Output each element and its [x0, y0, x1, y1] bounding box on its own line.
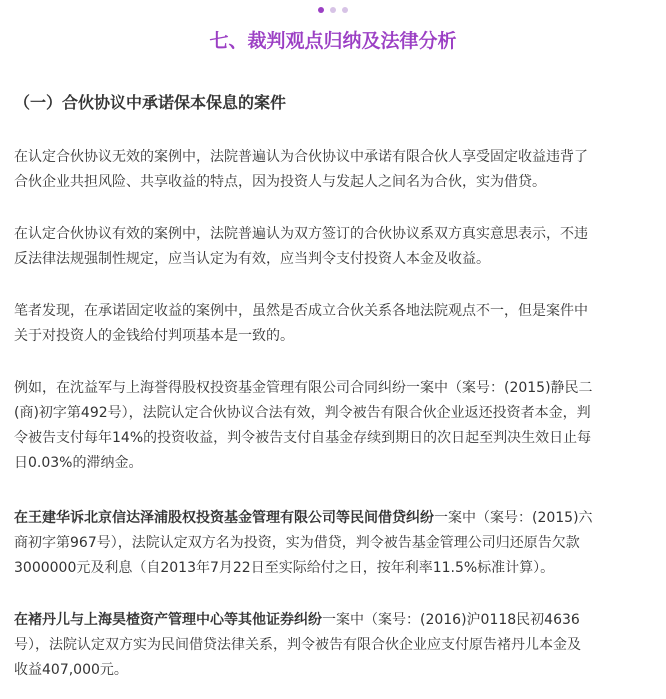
- case-name: 在王建华诉北京信达泽浦股权投资基金管理有限公司等民间借贷纠纷: [14, 510, 434, 526]
- paragraph-line: 反法律法规强制性规定，应当认定为有效，应当判令支付投资人本金及收益。: [14, 251, 490, 267]
- paragraph-invalid-agreement: [14, 145, 654, 195]
- paragraph-line: 令被告支付每年14%的投资收益，判令被告支付自基金存续到期日的次日起至判决生效日止每: [14, 430, 592, 446]
- paragraph-line: 商初字第967号），法院认定双方名为投资，实为借贷，判令被告基金管理公司归还原告欠款: [14, 535, 580, 551]
- paragraph-line: 日0.03%的滞纳金。: [14, 455, 143, 471]
- carousel-dot[interactable]: [330, 7, 336, 13]
- paragraph-line: 号），法院认定双方实为民间借贷法律关系，判令被告有限合伙企业应支付原告褚丹儿本金及: [14, 637, 581, 653]
- carousel-dot-active[interactable]: [318, 7, 324, 13]
- paragraph-line: 合伙企业共担风险、共享收益的特点，因为投资人与发起人之间名为合伙，实为借贷。: [14, 174, 546, 190]
- paragraph-example-case: [14, 376, 654, 476]
- paragraph-wang-case: [14, 506, 654, 581]
- paragraph-line: 在认定合伙协议无效的案例中，法院普遍认为合伙协议中承诺有限合伙人享受固定收益违背了: [14, 149, 588, 165]
- paragraph-line: 例如，在沈益军与上海誉得股权投资基金管理有限公司合同纠纷一案中（案号：(2015)静民二: [14, 380, 593, 396]
- paragraph-line: (商)初字第492号），法院认定合伙协议合法有效，判令被告有限合伙企业返还投资者本金，判: [14, 405, 591, 421]
- paragraph-line: 一案中（案号：(2016)沪0118民初4636: [322, 612, 580, 628]
- subsection-heading: （一）合伙协议中承诺保本保息的案件: [14, 93, 287, 112]
- paragraph-author-finding: [14, 299, 654, 349]
- paragraph-line: 在认定合伙协议有效的案例中，法院普遍认为双方签订的合伙协议系双方真实意思表示，不违: [14, 226, 588, 242]
- carousel-dot[interactable]: [342, 7, 348, 13]
- paragraph-line: 笔者发现，在承诺固定收益的案例中，虽然是否成立合伙关系各地法院观点不一，但是案件中: [14, 303, 588, 319]
- section-heading: 七、裁判观点归纳及法律分析: [209, 30, 457, 52]
- paragraph-line: 关于对投资人的金钱给付判项基本是一致的。: [14, 328, 294, 344]
- paragraph-line: 一案中（案号：(2015)六: [434, 510, 593, 526]
- paragraph-line: 3000000元及利息（自2013年7月22日至实际给付之日，按年利率11.5%标准计算）。: [14, 560, 555, 576]
- case-name: 在褚丹儿与上海昊楂资产管理中心等其他证券纠纷: [14, 612, 322, 628]
- paragraph-line: 收益407,000元。: [14, 662, 128, 678]
- paragraph-valid-agreement: [14, 222, 654, 272]
- paragraph-chu-case: [14, 608, 654, 683]
- carousel-indicator: [0, 7, 666, 13]
